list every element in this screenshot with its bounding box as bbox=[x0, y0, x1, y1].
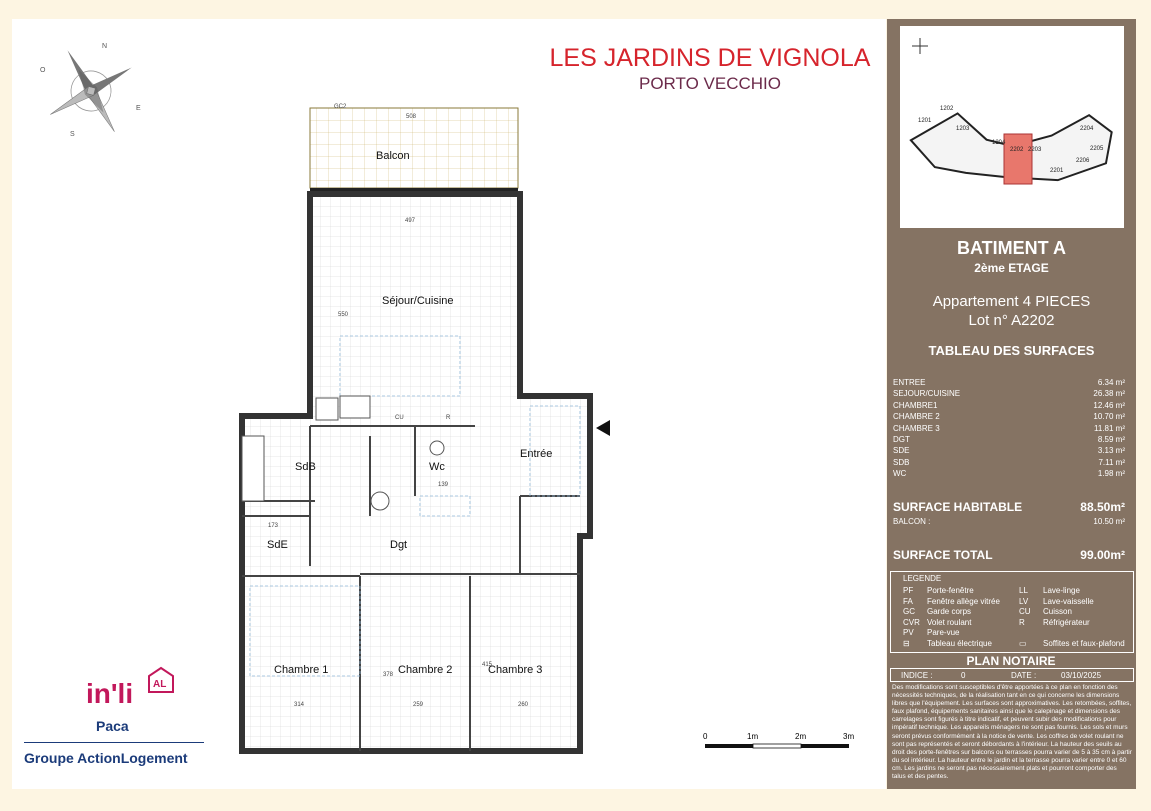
room-sde: SdE bbox=[267, 539, 288, 551]
minimap-lot-2: 1202 bbox=[940, 106, 954, 112]
fixture-cu: CU bbox=[395, 415, 404, 421]
surface-row: CHAMBRE 2 10.70 m² bbox=[893, 412, 1125, 422]
minimap-lot-5: 2203 bbox=[1028, 147, 1042, 153]
al-badge-icon bbox=[146, 666, 176, 696]
soffit-icon: ▭ bbox=[1019, 638, 1027, 648]
dim-gc: GC2 bbox=[334, 104, 347, 110]
indice-row: INDICE : 0 DATE : 03/10/2025 bbox=[890, 668, 1134, 682]
entry-arrow-icon bbox=[592, 418, 612, 438]
dim-balcon-w: 508 bbox=[406, 114, 417, 120]
fixture-r: R bbox=[446, 415, 451, 421]
scale-label-1: 1m bbox=[747, 732, 759, 741]
minimap-lot-8: 2201 bbox=[1050, 168, 1064, 174]
room-chambre-1: Chambre 1 bbox=[274, 664, 329, 676]
scale-label-0: 0 bbox=[703, 732, 708, 741]
surfaces-table bbox=[893, 377, 1125, 480]
minimap-lot-4: 2202 bbox=[1010, 147, 1024, 153]
scale-bar bbox=[700, 730, 860, 760]
dim-ch3: 260 bbox=[518, 702, 529, 708]
room-chambre-2: Chambre 2 bbox=[398, 664, 453, 676]
compass-letter-n: N bbox=[102, 43, 108, 50]
room-sejour: Séjour/Cuisine bbox=[382, 295, 454, 307]
dim-ch2-h: 378 bbox=[383, 672, 394, 678]
dim-sde: 173 bbox=[268, 523, 279, 529]
tableau-title: TABLEAU DES SURFACES bbox=[928, 343, 1095, 358]
legend-row: FA Fenêtre allège vitrée LV Lave-vaisselle bbox=[903, 596, 1094, 606]
dim-ch1: 314 bbox=[294, 702, 305, 708]
surface-row: WC 1.98 m² bbox=[893, 469, 1125, 479]
batiment: BATIMENT A bbox=[957, 238, 1066, 258]
brand-region: Paca bbox=[96, 718, 129, 734]
legend bbox=[890, 571, 1134, 653]
room-sdb: SdB bbox=[295, 461, 316, 473]
minimap-compass-icon bbox=[912, 38, 928, 54]
brand-divider bbox=[24, 742, 204, 743]
surface-row: ENTREE 6.34 m² bbox=[893, 378, 1125, 387]
brand-logo: in'li bbox=[86, 678, 134, 709]
lot-number: Lot n° A2202 bbox=[968, 312, 1055, 329]
room-wc: Wc bbox=[429, 461, 445, 473]
surface-row: SDB 7.11 m² bbox=[893, 457, 1125, 467]
legend-title: LEGENDE bbox=[903, 574, 942, 583]
floor-plan bbox=[220, 96, 620, 756]
compass-letter-e: E bbox=[136, 105, 141, 112]
room-chambre-3: Chambre 3 bbox=[488, 664, 543, 676]
etage: 2ème ETAGE bbox=[974, 261, 1049, 275]
brand-group: Groupe ActionLogement bbox=[24, 750, 188, 766]
plan-notaire: PLAN NOTAIRE bbox=[966, 654, 1056, 668]
legend-row: CVR Volet roulant R Réfrigérateur bbox=[903, 617, 1090, 627]
surface-total: SURFACE TOTAL 99.00m² bbox=[893, 548, 1125, 562]
dim-wc: 139 bbox=[438, 482, 449, 488]
appartement: Appartement 4 PIECES bbox=[932, 293, 1091, 310]
disclaimer: Des modifications sont susceptibles d'être apportées à ce plan en fonction des nécessités techniques, de la réalisation tant en ce qui concerne les dimensions libres que l'équipement. Les surfaces sont approximatives. Les retombées, soffites, faux plafond, équipements sanitaires ainsi que le calepinage et dimensions des carrelages sont figurés à titre indicatif, et peuvent subir des modifications pour impératif technique. Les appareils ménagers ne sont pas fournis. Les sols et murs seront prévus conformément à la notice de vente. Les coffres de volet roulant ne sont pas représentés et seront débordants à l'intérieur. La hauteur des seuils au droit des porte-fenêtres sur balcons ou terrasses pourra varier de 5 à 35 cm à partir du sol intérieur. La hauteur entre le jardin et la terrasse pourra varier entre 0 et 60 cm. Les jardins ne seront pas nécessairement plats et pourront comporter des talus et des pentes. bbox=[892, 684, 1132, 781]
compass-letter-s: S bbox=[70, 131, 75, 138]
svg-text:AL: AL bbox=[153, 679, 167, 690]
dim-ch3-h: 415 bbox=[482, 662, 493, 668]
scale-label-2: 2m bbox=[795, 732, 807, 741]
room-balcon: Balcon bbox=[376, 150, 410, 162]
legend-row: GC Garde corps CU Cuisson bbox=[903, 607, 1072, 617]
dim-sejour-w: 497 bbox=[405, 218, 416, 224]
surface-row: CHAMBRE 3 11.81 m² bbox=[893, 423, 1125, 433]
minimap-lot-7: 2205 bbox=[1090, 146, 1104, 152]
scale-label-3: 3m bbox=[843, 732, 855, 741]
balcon-surface: BALCON : 10.50 m² bbox=[893, 517, 1125, 526]
electrical-panel-icon: ⊟ bbox=[903, 638, 910, 648]
building-minimap bbox=[900, 26, 1124, 228]
compass-rose-icon bbox=[36, 36, 146, 146]
legend-row: PV Pare-vue bbox=[903, 628, 960, 638]
legend-row: PF Porte-fenêtre LL Lave-linge bbox=[903, 586, 1080, 595]
surface-habitable: SURFACE HABITABLE 88.50m² bbox=[893, 500, 1125, 514]
room-dgt: Dgt bbox=[390, 539, 408, 551]
minimap-lot-3: 1203 bbox=[956, 126, 970, 132]
surface-row: CHAMBRE1 12.46 m² bbox=[893, 400, 1125, 410]
minimap-lot-6: 2204 bbox=[1080, 126, 1094, 132]
dim-ch2: 259 bbox=[413, 702, 424, 708]
legend-row: ⊟ Tableau électrique ▭ Soffites et faux-plafond bbox=[903, 638, 1125, 648]
dim-sejour-h: 550 bbox=[338, 312, 349, 318]
surface-row: SDE 3.13 m² bbox=[893, 446, 1125, 456]
minimap-lot-10: 1204 bbox=[992, 140, 1006, 146]
minimap-lot-9: 2206 bbox=[1076, 158, 1090, 164]
room-entree: Entrée bbox=[520, 448, 553, 460]
surface-row: SEJOUR/CUISINE 26.38 m² bbox=[893, 389, 1125, 399]
project-location: PORTO VECCHIO bbox=[638, 74, 781, 93]
project-title: LES JARDINS DE VIGNOLA bbox=[549, 44, 871, 72]
minimap-lot-1: 1201 bbox=[918, 118, 932, 124]
compass-letter-o: O bbox=[40, 67, 46, 74]
surface-row: DGT 8.59 m² bbox=[893, 435, 1125, 445]
